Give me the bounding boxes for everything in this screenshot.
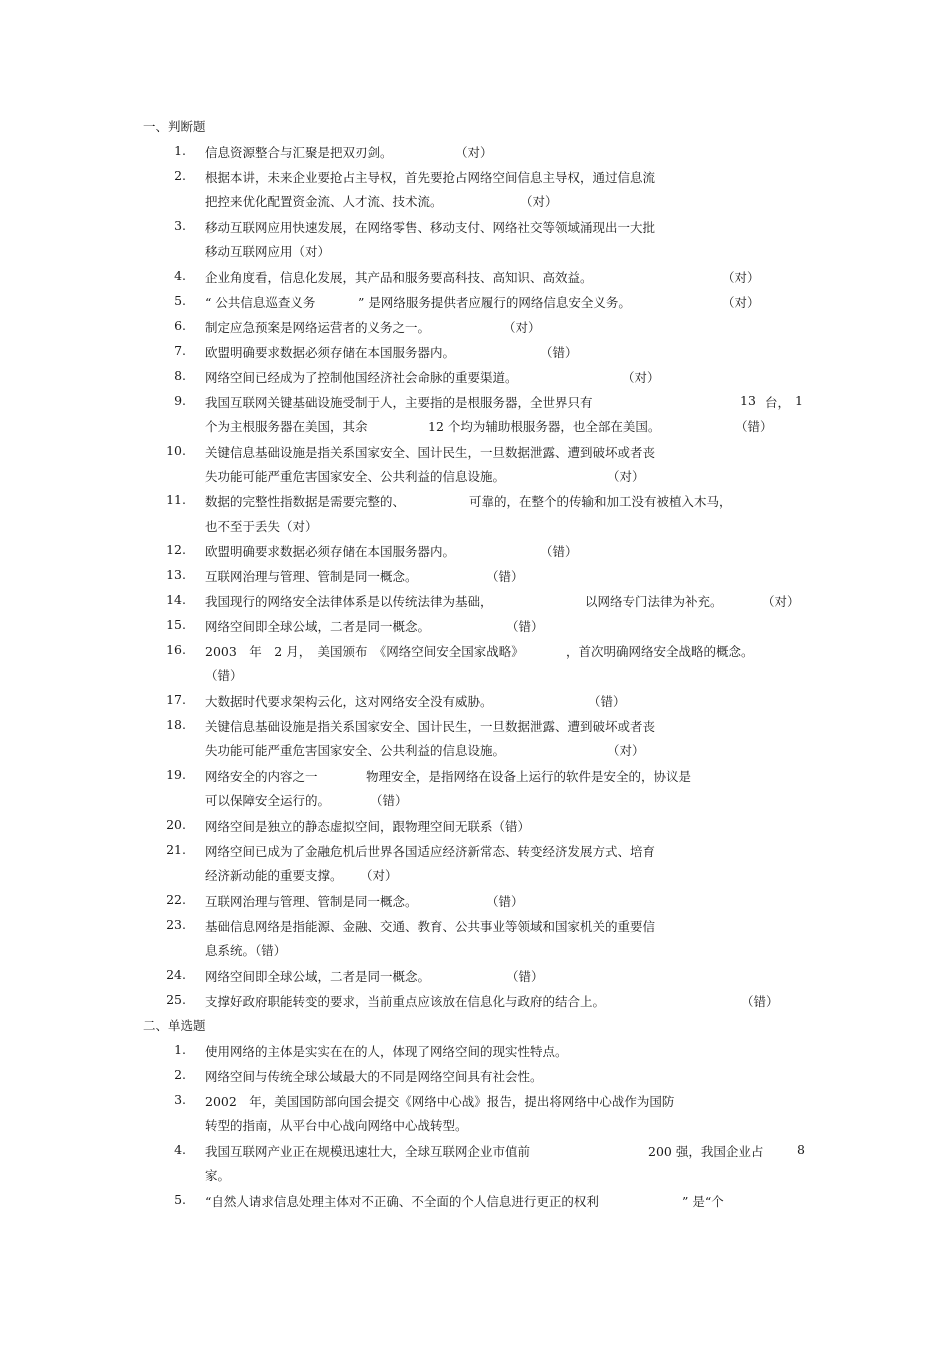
- answer-label: （对）: [360, 868, 398, 883]
- question-number: 22.: [166, 892, 186, 907]
- question-number: 8.: [174, 368, 186, 383]
- answer-label: （错）: [540, 544, 578, 559]
- question-number: 24.: [166, 967, 186, 982]
- question-number: 25.: [166, 992, 186, 1007]
- question-number: 14.: [166, 592, 186, 607]
- answer-label: （错）: [506, 969, 544, 984]
- question-text: 关键信息基础设施是指关系国家安全、国计民生，一旦数据泄露、遭到破坏或者丧: [205, 719, 656, 734]
- answer-label: （错）: [370, 793, 408, 808]
- answer-label: （错）: [486, 894, 524, 909]
- question-number: 23.: [166, 917, 186, 932]
- answer-label: （对）: [622, 370, 660, 385]
- question-text: 我国现行的网络安全法律体系是以传统法律为基础，: [205, 594, 493, 609]
- question-text: ” 是网络服务提供者应履行的网络信息安全义务。: [358, 295, 631, 310]
- answer-label: （对）: [722, 295, 760, 310]
- question-number: 1.: [174, 143, 186, 158]
- question-text: 家。: [205, 1168, 231, 1183]
- question-text: 网络空间是独立的静态虚拟空间，跟物理空间无联系（错）: [205, 819, 531, 834]
- question-text: 1: [795, 393, 803, 408]
- question-number: 5.: [174, 1192, 186, 1207]
- question-text: 也不至于丢失（对）: [205, 519, 318, 534]
- question-text: ，首次明确网络安全战略的概念。: [566, 644, 754, 659]
- answer-label: （对）: [607, 743, 645, 758]
- question-text: 把控来优化配置资金流、人才流、技术流。: [205, 194, 443, 209]
- answer-label: （对）: [722, 270, 760, 285]
- section-heading-single-choice: 二、单选题: [143, 1018, 206, 1033]
- question-text: 个为主根服务器在美国，其余: [205, 419, 368, 434]
- answer-label: （对）: [503, 320, 541, 335]
- answer-label: （对）: [607, 469, 645, 484]
- question-text: 网络空间即全球公域，二者是同一概念。: [205, 969, 431, 984]
- question-text: 经济新动能的重要支撑。: [205, 868, 343, 883]
- question-number: 21.: [166, 842, 186, 857]
- answer-label: （对）: [455, 145, 493, 160]
- answer-label: （错）: [205, 668, 243, 683]
- question-number: 20.: [166, 817, 186, 832]
- question-text: 制定应急预案是网络运营者的义务之一。: [205, 320, 431, 335]
- question-number: 9.: [174, 393, 186, 408]
- question-text: 根据本讲，未来企业要抢占主导权，首先要抢占网络空间信息主导权，通过信息流: [205, 170, 656, 185]
- question-text: 欧盟明确要求数据必须存储在本国服务器内。: [205, 544, 456, 559]
- question-text: 息系统。（错）: [205, 943, 287, 958]
- question-text: 网络空间与传统全球公域最大的不同是网络空间具有社会性。: [205, 1069, 543, 1084]
- answer-label: （错）: [741, 994, 779, 1009]
- question-text: 企业角度看，信息化发展，其产品和服务要高科技、高知识、高效益。: [205, 270, 593, 285]
- question-text: “ 公共信息巡查义务: [205, 295, 316, 310]
- answer-label: （错）: [540, 345, 578, 360]
- answer-label: （错）: [506, 619, 544, 634]
- question-text: 我国互联网产业正在规模迅速壮大，全球互联网企业市值前: [205, 1144, 531, 1159]
- question-text: 互联网治理与管理、管制是同一概念。: [205, 894, 418, 909]
- answer-label: （错）: [486, 569, 524, 584]
- question-text: 12 个均为辅助根服务器，也全部在美国。: [428, 419, 661, 434]
- question-number: 3.: [174, 218, 186, 233]
- question-number: 4.: [174, 1142, 186, 1157]
- question-number: 2.: [174, 1067, 186, 1082]
- question-number: 7.: [174, 343, 186, 358]
- question-text: 网络空间已经成为了控制他国经济社会命脉的重要渠道。: [205, 370, 518, 385]
- question-text: 物理安全，是指网络在设备上运行的软件是安全的，协议是: [366, 769, 692, 784]
- question-text: 移动互联网应用（对）: [205, 244, 331, 259]
- question-text: 网络空间已成为了金融危机后世界各国适应经济新常态、转变经济发展方式、培育: [205, 844, 656, 859]
- question-text: 互联网治理与管理、管制是同一概念。: [205, 569, 418, 584]
- question-text: 200 强，我国企业占: [648, 1144, 764, 1159]
- question-text: 2003 年 2 月， 美国颁布 《网络空间安全国家战略》: [205, 644, 524, 659]
- question-number: 18.: [166, 717, 186, 732]
- question-number: 16.: [166, 642, 186, 657]
- question-text: 支撑好政府职能转变的要求，当前重点应该放在信息化与政府的结合上。: [205, 994, 606, 1009]
- question-number: 5.: [174, 293, 186, 308]
- question-text: 欧盟明确要求数据必须存储在本国服务器内。: [205, 345, 456, 360]
- question-text: 台，: [765, 395, 791, 410]
- question-number: 17.: [166, 692, 186, 707]
- question-number: 11.: [166, 492, 186, 507]
- question-text: 失功能可能严重危害国家安全、公共利益的信息设施。: [205, 469, 506, 484]
- question-text: 网络空间即全球公域，二者是同一概念。: [205, 619, 431, 634]
- question-number: 3.: [174, 1092, 186, 1107]
- question-text: 数据的完整性指数据是需要完整的、: [205, 494, 406, 509]
- question-text: 可靠的，在整个的传输和加工没有被植入木马，: [469, 494, 732, 509]
- question-text: 2002 年，美国国防部向国会提交《网络中心战》报告，提出将网络中心战作为国防: [205, 1094, 675, 1109]
- answer-label: （对）: [762, 594, 800, 609]
- question-text: 以网络专门法律为补充。: [585, 594, 723, 609]
- question-number: 4.: [174, 268, 186, 283]
- question-text: 使用网络的主体是实实在在的人，体现了网络空间的现实性特点。: [205, 1044, 568, 1059]
- question-text: “自然人请求信息处理主体对不正确、不全面的个人信息进行更正的权利: [205, 1194, 599, 1209]
- question-text: 基础信息网络是指能源、金融、交通、教育、公共事业等领域和国家机关的重要信: [205, 919, 656, 934]
- question-text: 信息资源整合与汇聚是把双刃剑。: [205, 145, 393, 160]
- question-number: 15.: [166, 617, 186, 632]
- question-text: 大数据时代要求架构云化，这对网络安全没有威胁。: [205, 694, 493, 709]
- question-text: 转型的指南，从平台中心战向网络中心战转型。: [205, 1118, 468, 1133]
- question-text: 可以保障安全运行的。: [205, 793, 331, 808]
- answer-label: （错）: [735, 419, 773, 434]
- question-text: 移动互联网应用快速发展，在网络零售、移动支付、网络社交等领域涌现出一大批: [205, 220, 656, 235]
- question-number: 1.: [174, 1042, 186, 1057]
- question-text: 网络安全的内容之一: [205, 769, 318, 784]
- question-number: 6.: [174, 318, 186, 333]
- question-text: 失功能可能严重危害国家安全、公共利益的信息设施。: [205, 743, 506, 758]
- question-number: 12.: [166, 542, 186, 557]
- question-text: 我国互联网关键基础设施受制于人，主要指的是根服务器，全世界只有: [205, 395, 593, 410]
- section-heading-true-false: 一、判断题: [143, 119, 206, 134]
- question-text: 8: [797, 1142, 805, 1157]
- question-text: 13: [740, 393, 756, 408]
- question-number: 13.: [166, 567, 186, 582]
- question-number: 19.: [166, 767, 186, 782]
- answer-label: （对）: [520, 194, 558, 209]
- question-number: 2.: [174, 168, 186, 183]
- question-text: ” 是“个: [682, 1194, 724, 1209]
- question-text: 关键信息基础设施是指关系国家安全、国计民生，一旦数据泄露、遭到破坏或者丧: [205, 445, 656, 460]
- answer-label: （错）: [588, 694, 626, 709]
- question-number: 10.: [166, 443, 186, 458]
